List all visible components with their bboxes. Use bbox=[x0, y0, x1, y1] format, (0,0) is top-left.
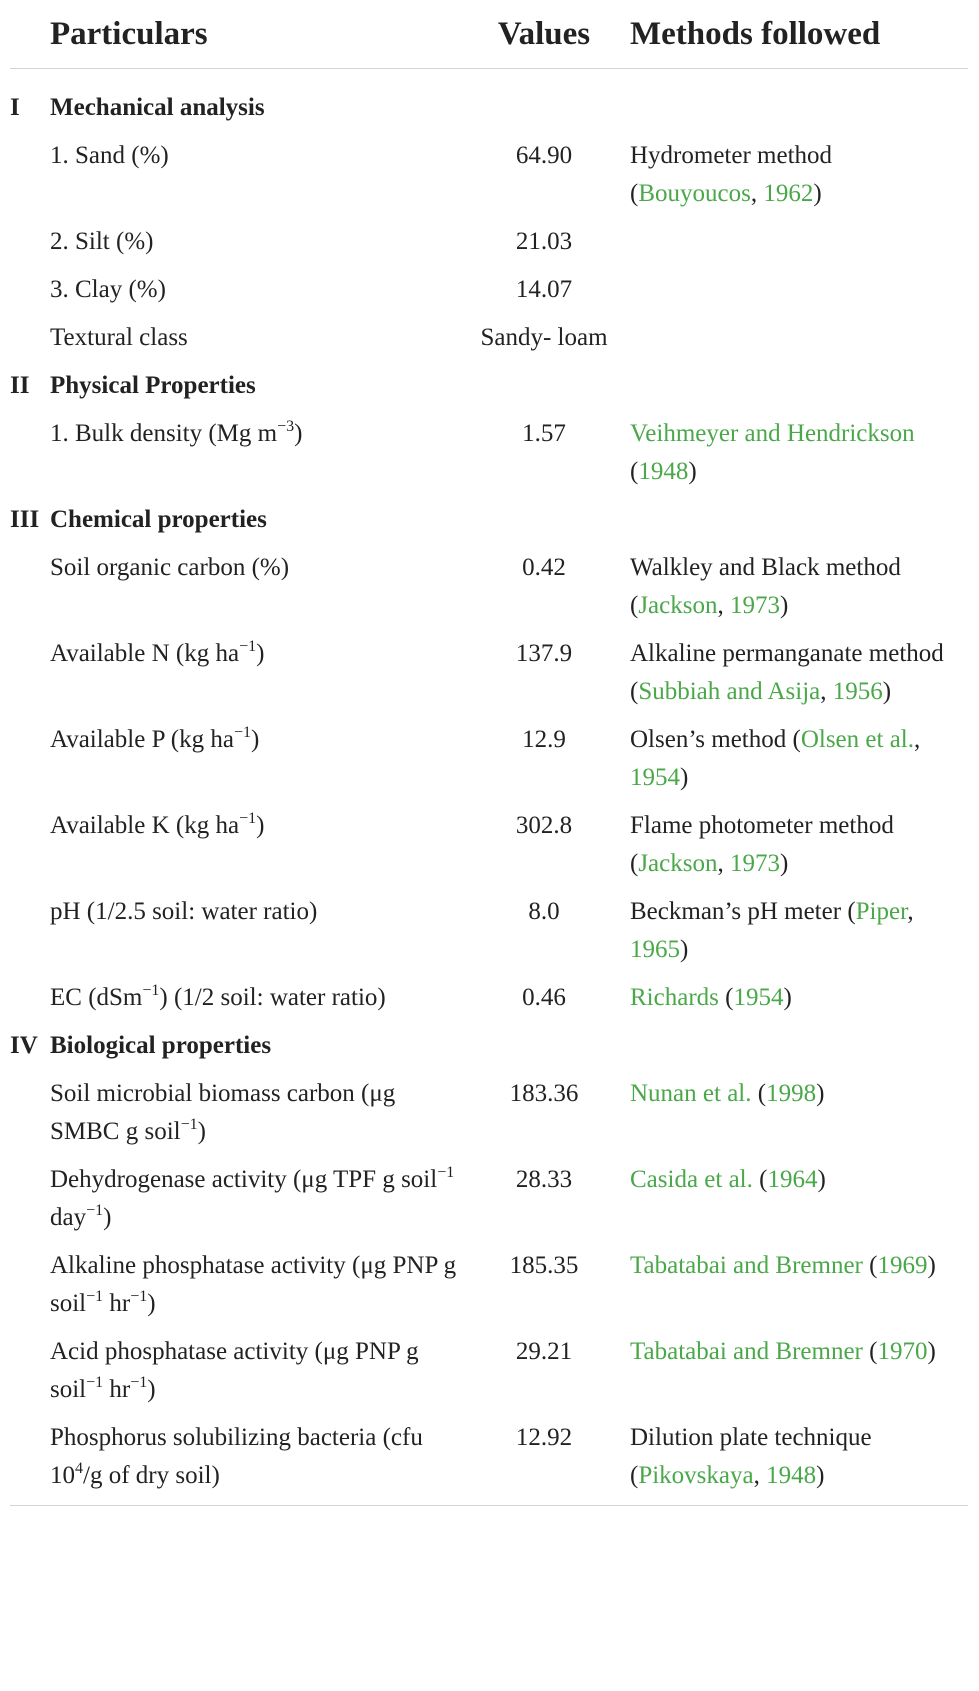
soil-properties-table bbox=[10, 0, 968, 1506]
table-row-available-k bbox=[10, 802, 968, 888]
particular-label: Available K (kg $ha^{-1}$) bbox=[50, 810, 265, 839]
table-row-sand bbox=[10, 132, 968, 218]
reference-year-link[interactable]: 1973 bbox=[729, 850, 780, 877]
method-text: Beckman’s pH meter bbox=[630, 898, 842, 925]
reference-link[interactable]: Tabatabai and Bremner bbox=[630, 1252, 863, 1279]
table-row-clay bbox=[10, 266, 968, 314]
particular-label: Dehydrogenase activity (μg TPF g soil$^{-1}$ day$^{-1}$) bbox=[50, 1164, 455, 1231]
reference-link[interactable]: Pikovskaya bbox=[638, 1462, 754, 1489]
particular-label: Available N (kg $ha^{-1}$) bbox=[50, 638, 265, 667]
value-cell: 137.9 bbox=[515, 640, 573, 667]
method-cell: Nunan et al. (1998) bbox=[630, 1080, 825, 1107]
table-row-smbc bbox=[10, 1070, 968, 1156]
particular-label: 2. Silt (%) bbox=[50, 228, 154, 255]
reference-year-link[interactable]: 1954 bbox=[733, 984, 784, 1011]
section-title: Chemical properties bbox=[50, 506, 267, 533]
method-text: Dilution plate technique bbox=[630, 1424, 872, 1451]
reference-year-link[interactable]: 1969 bbox=[877, 1252, 928, 1279]
method-cell: Hydrometer method (Bouyoucos, 1962) bbox=[630, 142, 833, 207]
value-cell: 14.07 bbox=[515, 276, 573, 303]
header-methods: Methods followed bbox=[630, 0, 968, 69]
reference-link[interactable]: Veihmeyer and Hendrickson bbox=[630, 420, 915, 447]
header-particulars: Particulars bbox=[50, 0, 458, 69]
value-cell: 64.90 bbox=[515, 142, 573, 169]
reference-year-link[interactable]: 1965 bbox=[630, 936, 680, 963]
particular-label: Alkaline phosphatase activity (μg PNP g soil$^{-1}$ $hr^{-1}$) bbox=[50, 1252, 457, 1317]
table-row-psb bbox=[10, 1414, 968, 1506]
table-row-available-n bbox=[10, 630, 968, 716]
particular-label: 1. Sand (%) bbox=[50, 142, 169, 169]
method-cell: Tabatabai and Bremner (1970) bbox=[630, 1338, 936, 1365]
method-cell: Alkaline permanganate method (Subbiah and Asija, 1956) bbox=[630, 640, 944, 705]
value-cell: 1.57 bbox=[522, 420, 566, 447]
header-row bbox=[10, 0, 968, 69]
table-row-bulk-density bbox=[10, 410, 968, 496]
method-cell: Richards (1954) bbox=[630, 984, 792, 1011]
method-cell: Flame photometer method (Jackson, 1973) bbox=[630, 812, 894, 877]
method-text: Flame photometer method bbox=[630, 812, 894, 839]
section-title: Physical Properties bbox=[50, 372, 256, 399]
method-cell: Tabatabai and Bremner (1969) bbox=[630, 1252, 936, 1279]
section-title: Biological properties bbox=[50, 1032, 272, 1059]
particular-label: 3. Clay (%) bbox=[50, 276, 166, 303]
value-cell: 12.92 bbox=[458, 1414, 630, 1506]
value-cell: 8.0 bbox=[528, 898, 560, 925]
table-row-ph bbox=[10, 888, 968, 974]
reference-year-link[interactable]: 1970 bbox=[877, 1338, 928, 1365]
method-text: Alkaline permanganate method bbox=[630, 640, 944, 667]
reference-link[interactable]: Jackson bbox=[638, 850, 718, 877]
reference-year-link[interactable]: 1954 bbox=[630, 764, 680, 791]
reference-link[interactable]: Olsen et al. bbox=[800, 726, 914, 753]
reference-link[interactable]: Casida et al. bbox=[630, 1166, 753, 1193]
section-number: II bbox=[10, 372, 30, 399]
table-row-ec bbox=[10, 974, 968, 1022]
particular-label: Acid phosphatase activity (μg PNP g soil$^{-1}$ $hr^{-1}$) bbox=[50, 1338, 419, 1403]
value-cell: 28.33 bbox=[515, 1166, 573, 1193]
particular-label: Available P (kg $ha^{-1}$) bbox=[50, 724, 260, 753]
particular-label: Phosphorus solubilizing bacteria (cfu $10^4/g$ of dry soil) bbox=[50, 1414, 458, 1506]
method-text: Olsen’s method bbox=[630, 726, 787, 753]
method-cell: Casida et al. (1964) bbox=[630, 1166, 826, 1193]
table-row-dehydrogenase bbox=[10, 1156, 968, 1242]
reference-year-link[interactable]: 1998 bbox=[766, 1080, 817, 1107]
value-cell: 0.42 bbox=[522, 554, 566, 581]
particular-label: Soil microbial biomass carbon (μg SMBC g soil$^{-1}$) bbox=[50, 1080, 396, 1145]
section-row-biological bbox=[10, 1022, 968, 1070]
reference-link[interactable]: Subbiah and Asija bbox=[638, 678, 821, 705]
reference-link[interactable]: Bouyoucos bbox=[638, 180, 751, 207]
value-cell: 0.46 bbox=[522, 984, 566, 1011]
value-cell: 29.21 bbox=[515, 1338, 573, 1365]
value-cell: 185.35 bbox=[509, 1252, 579, 1279]
reference-year-link[interactable]: 1948 bbox=[766, 1462, 817, 1489]
section-number: III bbox=[10, 506, 40, 533]
particular-label: 1. Bulk density (Mg $m^{-3}$) bbox=[50, 418, 303, 447]
section-number: IV bbox=[10, 1032, 38, 1059]
value-cell: 21.03 bbox=[515, 228, 573, 255]
reference-link[interactable]: Nunan et al. bbox=[630, 1080, 752, 1107]
particular-label: Textural class bbox=[50, 324, 188, 351]
method-cell: Dilution plate technique (Pikovskaya, 1948) bbox=[630, 1414, 968, 1506]
section-row-physical bbox=[10, 362, 968, 410]
header-number bbox=[10, 0, 50, 69]
method-cell: Walkley and Black method (Jackson, 1973) bbox=[630, 554, 901, 619]
reference-link[interactable]: Tabatabai and Bremner bbox=[630, 1338, 863, 1365]
reference-year-link[interactable]: 1956 bbox=[832, 678, 883, 705]
section-row-mechanical bbox=[10, 69, 968, 133]
particular-label: EC (dSm$^{-1}$) (1/2 soil: water ratio) bbox=[50, 982, 386, 1011]
value-cell: 302.8 bbox=[515, 812, 573, 839]
value-cell: Sandy- loam bbox=[480, 324, 608, 351]
value-cell: 12.9 bbox=[522, 726, 566, 753]
reference-year-link[interactable]: 1964 bbox=[767, 1166, 818, 1193]
table-row-available-p bbox=[10, 716, 968, 802]
reference-year-link[interactable]: 1962 bbox=[763, 180, 814, 207]
table-row-alkaline-phosphatase bbox=[10, 1242, 968, 1328]
method-text: Hydrometer method bbox=[630, 142, 833, 169]
reference-link[interactable]: Richards bbox=[630, 984, 719, 1011]
reference-year-link[interactable]: 1973 bbox=[729, 592, 780, 619]
table-row-texture bbox=[10, 314, 968, 362]
particular-label: Soil organic carbon (%) bbox=[50, 554, 290, 581]
method-text: Walkley and Black method bbox=[630, 554, 901, 581]
method-cell: Beckman’s pH meter (Piper, 1965) bbox=[630, 898, 914, 963]
section-number: I bbox=[10, 94, 20, 121]
reference-year-link[interactable]: 1948 bbox=[638, 458, 689, 485]
method-cell: Veihmeyer and Hendrickson (1948) bbox=[630, 420, 915, 485]
header-values: Values bbox=[458, 0, 630, 69]
section-title: Mechanical analysis bbox=[50, 94, 265, 121]
table-row-silt bbox=[10, 218, 968, 266]
table-row-acid-phosphatase bbox=[10, 1328, 968, 1414]
section-row-chemical bbox=[10, 496, 968, 544]
value-cell: 183.36 bbox=[509, 1080, 579, 1107]
reference-link[interactable]: Jackson bbox=[638, 592, 718, 619]
method-cell: Olsen’s method (Olsen et al., 1954) bbox=[630, 726, 921, 791]
particular-label: pH (1/2.5 soil: water ratio) bbox=[50, 898, 318, 925]
table-row-soc bbox=[10, 544, 968, 630]
reference-link[interactable]: Piper bbox=[855, 898, 908, 925]
